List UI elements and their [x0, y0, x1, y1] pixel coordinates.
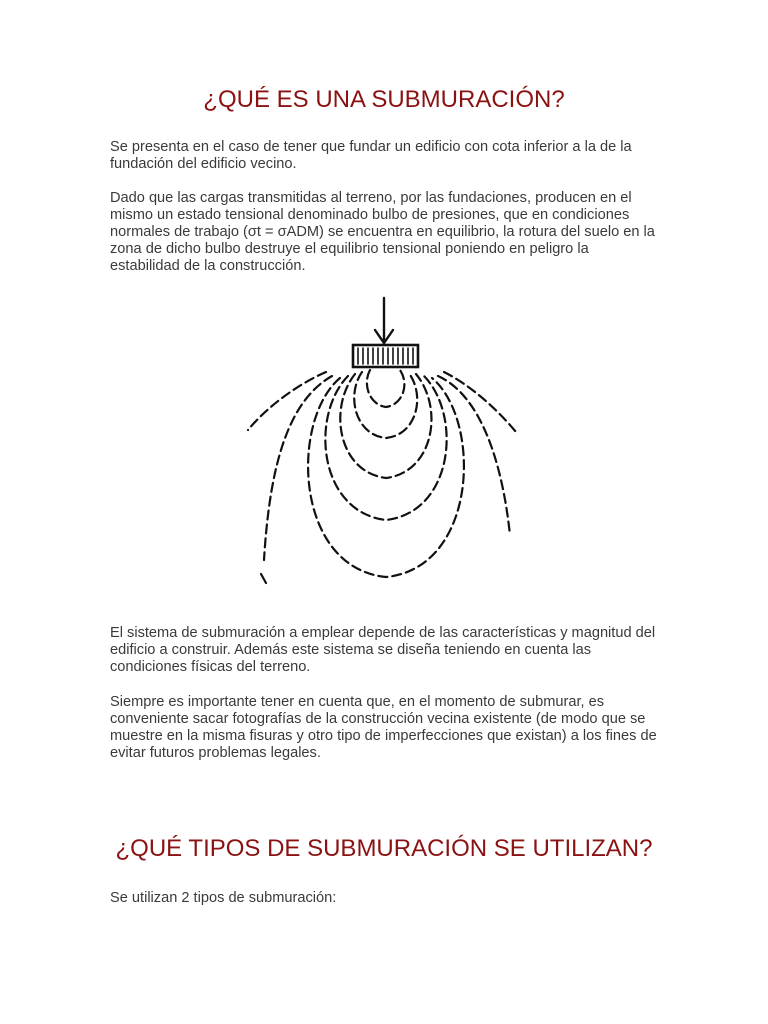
- pressure-bulb-lines: [248, 370, 516, 577]
- paragraph-photographs: Siempre es importante tener en cuenta que, en el momento de submurar, es conveniente sacar fotografías de la construcción vecina existente (de modo que se muestre en la misma fisuras y otro tipo de imperfecciones que existan) a los fines de evitar futuros problemas legales.: [110, 694, 657, 761]
- section-title-tipos: ¿QUÉ TIPOS DE SUBMURACIÓN SE UTILIZAN?: [115, 835, 653, 862]
- paragraph-pressure-bulb: Dado que las cargas transmitidas al terreno, por las fundaciones, producen en el mismo un estado tensional denominado bulbo de presiones, que en condiciones normales de trabajo (σt = σADM) se encuentra en equilibrio, la rotura del suelo en la zona de dicho bulbo destruye el equilibrio tensional poniendo en peligro la estabilidad de la construcción.: [110, 190, 655, 274]
- paragraph-system-choice: El sistema de submuración a emplear depende de las características y magnitud del edificio a construir. Además este sistema se diseña teniendo en cuenta las condiciones físicas del terreno.: [110, 625, 656, 675]
- footing-hatch: [358, 348, 413, 364]
- bulb-edge-tick: [261, 574, 266, 583]
- pressure-bulb-drawing: [230, 290, 530, 595]
- paragraph-types-intro: Se utilizan 2 tipos de submuración:: [110, 890, 337, 906]
- section-title-submuracion: ¿QUÉ ES UNA SUBMURACIÓN?: [203, 86, 565, 113]
- paragraph-definition: Se presenta en el caso de tener que fundar un edificio con cota inferior a la de la fundación del edificio vecino.: [110, 139, 632, 172]
- pressure-bulb-diagram: [230, 290, 530, 595]
